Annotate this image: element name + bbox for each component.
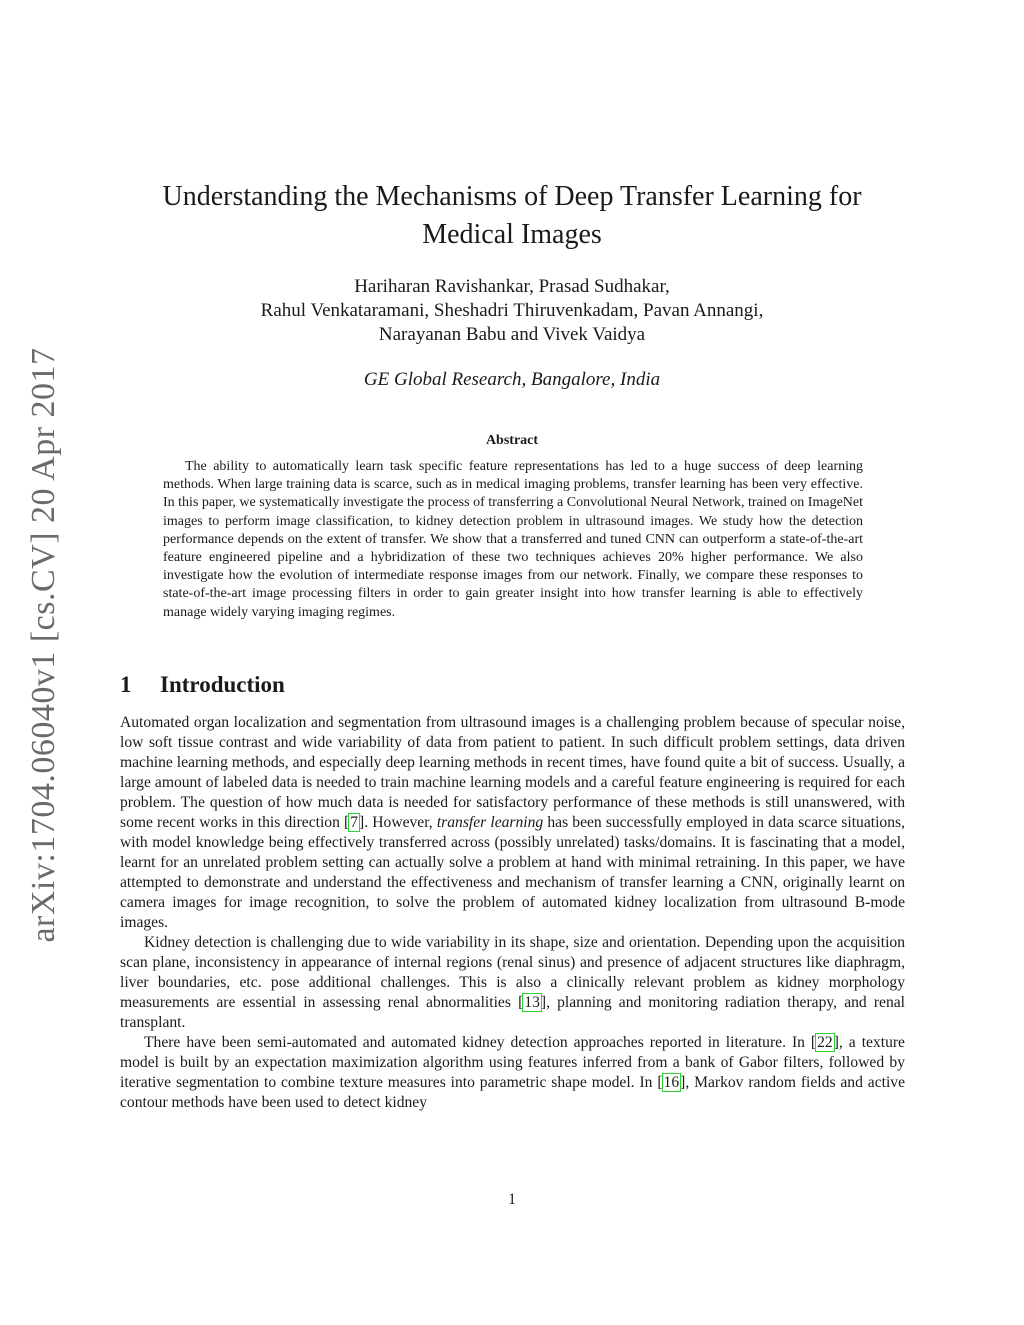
abstract-heading: Abstract [485,433,539,448]
paper-title-line-2: Medical Images [422,219,602,250]
paragraph-3-text-a: There have been semi-automated and automated kidney detection approaches reported in literature. In [144,1034,811,1051]
paragraph-2: Kidney detection is challenging due to wide variability in its shape, size and orientation. Depending upon the acquisition scan plane, inconsistency in appearance of internal regions (renal sinus) and presence of adjacent structures like diaphragm, liver boundaries, etc. pose additional challenges. This is also a clinically relevant problem as kidney morphology measurements are essential in assessing renal abnormalities [13], planning and monitoring radiation therapy, and renal transplant. [120,934,906,1031]
author-line-3: Narayanan Babu and Vivek Vaidya [378,324,646,345]
emphasis-transfer-learning: transfer learning [436,814,544,831]
section-heading-introduction [120,671,285,699]
paragraph-1-text-b: . However, [364,814,437,831]
paragraph-1-text-c: has been successfully employed in data scarce situations, with model knowledge being effectively transferred across (possibly unrelated) tasks/domains. It is fascinating that a model, learnt for an unrelated problem setting can actually solve a problem at hand with minimal retraining. In this paper, we have attempted to demonstrate and understand the effectiveness and mechanism of transfer learning a CNN, originally learnt on camera images for image recognition, to solve the problem of automated kidney localization from ultrasound B-mode images. [120,814,905,931]
introduction-body [120,713,905,1113]
author-list [120,275,904,347]
paragraph-3-text-b: , a texture model is built by an expectation maximization algorithm using features inferred from a bank of Gabor filters, followed by iterative segmentation to combine texture measures into parametric shape model. In [120,1034,905,1091]
paragraph-2-text-b: , planning and monitoring radiation therapy, and renal transplant. [120,994,906,1031]
citation-link-16[interactable]: 16 [663,1074,680,1091]
paper-title [120,178,904,254]
section-title: Introduction [160,672,285,697]
citation-link-13[interactable]: 13 [524,994,540,1011]
paragraph-1-text-a: Automated organ localization and segmentation from ultrasound images is a challenging problem because of specular noise, low soft tissue contrast and wide variability of data from patient to patient. In such difficult problem settings, data driven machine learning methods, and especially deep learning methods in recent times, have found quite a bit of success. Usually, a large amount of labeled data is needed to train machine learning models and a careful feature engineering is required for each problem. The question of how much data is needed for satisfactory performance of these methods is still unanswered, with some recent works in this direction [120,714,905,831]
paragraph-3-text-c: , Markov random fields and active contour methods have been used to detect kidney [120,1074,906,1111]
paragraph-1: Automated organ localization and segmentation from ultrasound images is a challenging problem because of specular noise, low soft tissue contrast and wide variability of data from patient to patient. In such difficult problem settings, data driven machine learning methods, and especially deep learning methods in recent times, have found quite a bit of success. Usually, a large amount of labeled data is needed to train machine learning models and a careful feature engineering is required for each problem. The question of how much data is needed for satisfactory performance of these methods is still unanswered, with some recent works in this direction [7]. However, transfer learning has been successfully employed in data scarce situations, with model knowledge being effectively transferred across (possibly unrelated) tasks/domains. It is fascinating that a model, learnt for an unrelated problem setting can actually solve a problem at hand with minimal retraining. In this paper, we have attempted to demonstrate and understand the effectiveness and mechanism of transfer learning a CNN, originally learnt on camera images for image recognition, to solve the problem of automated kidney localization from ultrasound B-mode images. [120,714,905,931]
paper-title-line-1: Understanding the Mechanisms of Deep Transfer Learning for [162,181,862,212]
arxiv-identifier-stamp: arXiv:1704.06040v1 [cs.CV] 20 Apr 2017 [25,347,62,943]
affiliation: GE Global Research, Bangalore, India [363,369,661,390]
abstract-text: The ability to automatically learn task specific feature representations has led to a huge success of deep learning methods. When large training data is scarce, such as in medical imaging problems, transfer learning has been very effective. In this paper, we systematically investigate the process of transferring a Convolutional Neural Network, trained on ImageNet images to perform image classification, to kidney detection problem in ultrasound images. We study how the detection performance depends on the extent of transfer. We show that a transferred and tuned CNN can outperform a state-of-the-art feature engineered pipeline and a hybridization of these two techniques achieves 20% higher performance. We also investigate how the evolution of intermediate response images from our network. Finally, we compare these responses to state-of-the-art image processing filters in order to gain greater insight into how transfer learning is able to effectively manage widely varying imaging regimes. [163,459,863,620]
author-line-1: Hariharan Ravishankar, Prasad Sudhakar, [354,276,670,297]
section-number: 1 [120,672,132,697]
author-line-2: Rahul Venkataramani, Sheshadri Thiruvenkadam, Pavan Annangi, [260,300,764,321]
paragraph-3: There have been semi-automated and automated kidney detection approaches reported in literature. In [22], a texture model is built by an expectation maximization algorithm using features inferred from a bank of Gabor filters, followed by iterative segmentation to combine texture measures into parametric shape model. In [16], Markov random fields and active contour methods have been used to detect kidney [120,1034,906,1111]
citation-link-22[interactable]: 22 [817,1034,833,1051]
paragraph-2-text-a: Kidney detection is challenging due to wide variability in its shape, size and orientation. Depending upon the acquisition scan plane, inconsistency in appearance of internal regions (renal sinus) and presence of adjacent structures like diaphragm, liver boundaries, etc. pose additional challenges. This is also a clinically relevant problem as kidney morphology measurements are essential in assessing renal abnormalities [120,934,905,1011]
page-number: 1 [508,1191,516,1208]
citation-link-7[interactable]: 7 [350,814,359,831]
